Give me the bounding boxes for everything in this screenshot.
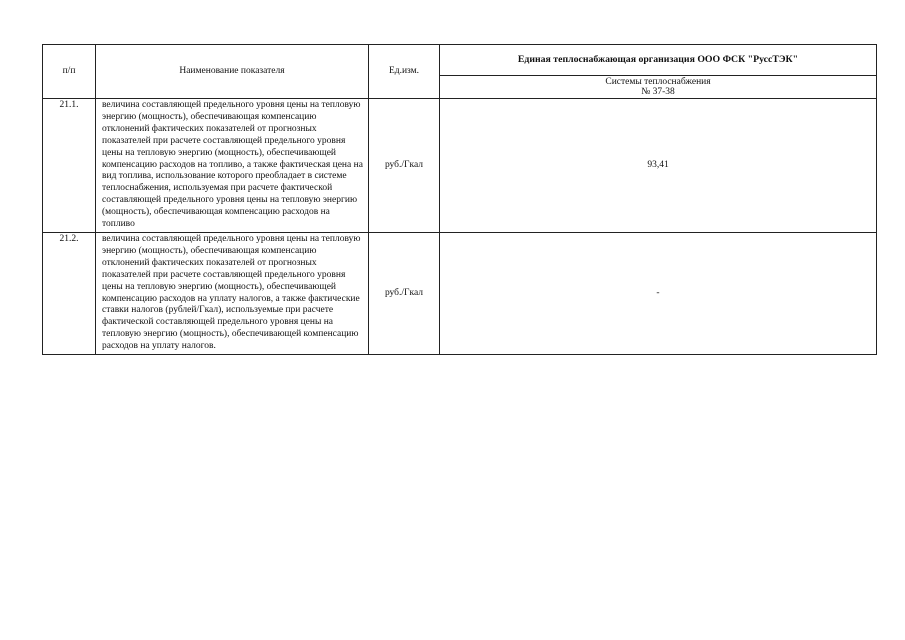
- row-unit: руб./Гкал: [369, 99, 440, 233]
- header-indicator-name: Наименование показателя: [96, 45, 369, 99]
- tariff-table: [42, 44, 877, 355]
- row-number: 21.1.: [43, 99, 96, 233]
- row-indicator-text: величина составляющей предельного уровня цены на тепловую энергию (мощность), обеспечивающая компенсацию отклонений фактических показателей от прогнозных показателей при расчете составляющей предельного уровня цены на тепловую энергию (мощность), обеспечивающей компенсацию расходов на топливо, а также фактическая цена на вид топлива, использование которого преобладает в системе теплоснабжения, используемая при расчете фактической составляющей предельного уровня цены на тепловую энергию (мощность), обеспечивающая компенсацию расходов на топливо: [96, 99, 369, 233]
- header-row: [43, 45, 877, 76]
- header-organization: Единая теплоснабжающая организация ООО ФСК "РуссТЭК": [440, 45, 877, 76]
- row-value: 93,41: [440, 99, 877, 233]
- header-number: п/п: [43, 45, 96, 99]
- row-indicator-text: величина составляющей предельного уровня цены на тепловую энергию (мощность), обеспечивающая компенсацию отклонений фактических показателей от прогнозных показателей при расчете составляющей предельного уровня цены на тепловую энергию (мощность), обеспечивающей компенсацию расходов на уплату налогов, а также фактические ставки налогов (рублей/Гкал), используемые при расчете фактической составляющей предельного уровня цены на тепловую энергию (мощность), обеспечивающей компенсацию расходов на уплату налогов.: [96, 232, 369, 354]
- row-unit: руб./Гкал: [369, 232, 440, 354]
- header-unit: Ед.изм.: [369, 45, 440, 99]
- row-value: -: [440, 232, 877, 354]
- header-systems-label: Системы теплоснабжения: [605, 76, 711, 87]
- table-row: [43, 232, 877, 354]
- table-row: [43, 99, 877, 233]
- header-systems: [440, 76, 877, 99]
- header-systems-number: № 37-38: [641, 87, 675, 97]
- row-number: 21.2.: [43, 232, 96, 354]
